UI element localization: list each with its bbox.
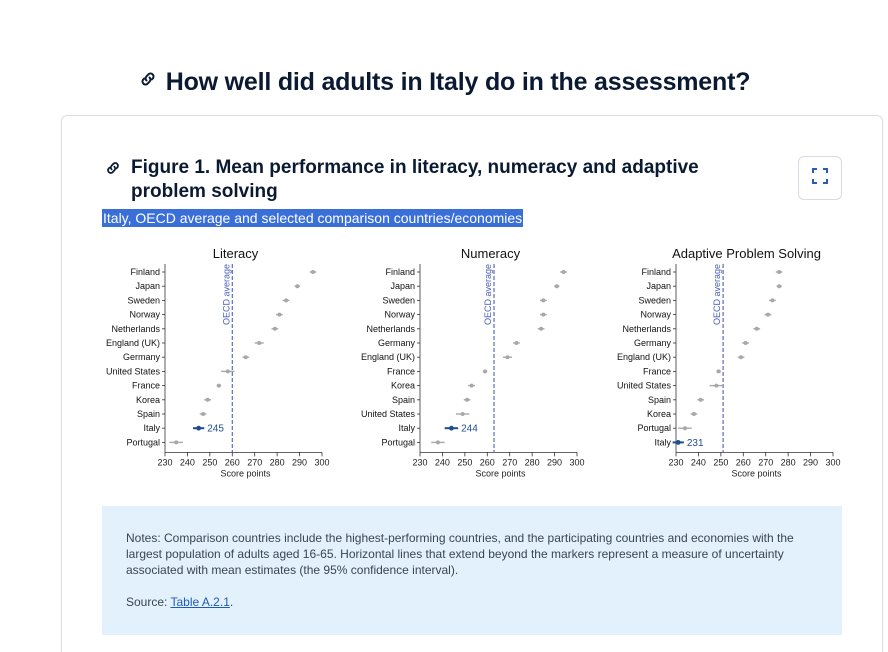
data-point (562, 270, 566, 274)
data-point (514, 341, 518, 345)
x-axis-label: Score points (475, 468, 526, 479)
highlight-point (196, 426, 201, 431)
data-point (714, 384, 718, 388)
charts-svg (92, 244, 852, 484)
category-label: Portugal (126, 437, 160, 448)
section-heading-text: How well did adults in Italy do in the assessment? (165, 68, 751, 96)
category-label: Sweden (638, 295, 671, 306)
oecd-average-label: OECD average (483, 264, 494, 326)
category-label: United States (105, 366, 160, 377)
source-line (126, 594, 818, 610)
x-tick-label: 280 (780, 457, 796, 468)
fullscreen-button[interactable] (798, 156, 842, 200)
data-point (461, 412, 465, 416)
category-label: Germany (633, 338, 671, 348)
x-tick-label: 290 (292, 457, 308, 468)
link-icon[interactable] (104, 159, 122, 184)
link-icon[interactable] (138, 67, 158, 96)
category-label: England (UK) (360, 352, 415, 363)
x-tick-label: 270 (247, 457, 263, 468)
section-heading (0, 68, 888, 97)
category-label: France (386, 366, 415, 377)
category-label: Spain (136, 409, 160, 419)
data-point (174, 440, 178, 444)
data-point (755, 327, 759, 331)
x-tick-label: 300 (825, 457, 841, 468)
category-label: Spain (391, 394, 415, 405)
highlight-value-label: 244 (461, 423, 478, 435)
data-point (717, 369, 721, 373)
data-point (273, 327, 277, 331)
data-point (201, 412, 205, 416)
category-label: France (131, 380, 160, 391)
category-label: Portugal (637, 423, 671, 434)
x-tick-label: 230 (668, 457, 684, 468)
x-tick-label: 290 (547, 457, 563, 468)
category-label: Netherlands (366, 323, 415, 334)
x-tick-label: 250 (202, 457, 218, 468)
chart-title: Adaptive Problem Solving (672, 246, 821, 261)
data-point (483, 369, 487, 373)
notes-box (102, 506, 842, 635)
source-link[interactable]: Table A.2.1 (170, 595, 230, 609)
x-tick-label: 230 (157, 457, 173, 468)
highlight-value-label: 245 (207, 423, 224, 435)
x-tick-label: 250 (457, 457, 473, 468)
data-point (470, 384, 474, 388)
category-label: Spain (647, 394, 671, 405)
data-point (505, 355, 509, 359)
data-point (541, 313, 545, 317)
x-tick-label: 280 (269, 457, 285, 468)
category-label: United States (360, 409, 415, 419)
category-label: France (642, 366, 671, 377)
data-point (699, 398, 703, 402)
x-tick-label: 240 (179, 457, 195, 468)
category-label: Norway (129, 309, 160, 320)
category-label: Netherlands (622, 323, 671, 334)
category-label: Finland (130, 267, 160, 277)
data-point (541, 298, 545, 302)
data-point (206, 398, 210, 402)
category-label: Sweden (382, 295, 415, 306)
x-tick-label: 300 (314, 457, 330, 468)
x-tick-label: 250 (713, 457, 729, 468)
category-label: England (UK) (616, 352, 671, 363)
x-tick-label: 260 (479, 457, 495, 468)
data-point (217, 384, 221, 388)
x-tick-label: 260 (224, 457, 240, 468)
data-point (277, 313, 281, 317)
category-label: England (UK) (105, 338, 160, 348)
oecd-average-label: OECD average (221, 264, 232, 326)
chart-title: Numeracy (460, 246, 521, 261)
data-point (295, 284, 299, 288)
category-label: Finland (385, 267, 415, 277)
x-tick-label: 240 (690, 457, 706, 468)
data-point (777, 270, 781, 274)
x-tick-label: 270 (502, 457, 518, 468)
data-point (770, 298, 774, 302)
expand-icon (811, 167, 829, 190)
data-point (744, 341, 748, 345)
notes-text: Notes: Comparison countries include the highest-performing countries, and the participating countries and economies with the largest population of adults aged 16-65. Horizontal lines that extend beyond the markers represent a measure of uncertainty associated with mean estimates (the 95% confidence interval). (126, 531, 794, 577)
category-label: Germany (377, 338, 415, 348)
category-label: Italy (398, 423, 415, 434)
oecd-average-label: OECD average (712, 264, 723, 326)
category-label: Netherlands (111, 323, 160, 334)
x-axis-label: Score points (731, 468, 782, 479)
figure-title (104, 156, 744, 204)
highlight-point (449, 426, 454, 431)
x-tick-label: 230 (412, 457, 428, 468)
x-tick-label: 290 (803, 457, 819, 468)
category-label: Finland (641, 267, 671, 277)
highlight-value-label: 231 (686, 437, 704, 449)
data-point (777, 284, 781, 288)
figure-card (61, 115, 883, 652)
data-point (555, 284, 559, 288)
category-label: Italy (143, 423, 160, 434)
previous-section-edge (0, 0, 888, 8)
category-label: Japan (390, 281, 415, 292)
data-point (683, 426, 687, 430)
x-tick-label: 300 (569, 457, 585, 468)
category-label: Norway (640, 309, 671, 320)
data-point (226, 369, 230, 373)
category-label: Korea (390, 380, 415, 391)
category-label: Sweden (127, 295, 160, 306)
category-label: Korea (646, 409, 671, 419)
figure-subtitle: Italy, OECD average and selected comparison countries/economies (103, 210, 523, 226)
data-point (766, 313, 770, 317)
source-suffix: . (229, 595, 234, 609)
category-label: Portugal (381, 437, 415, 448)
data-point (284, 298, 288, 302)
x-axis-label: Score points (220, 468, 271, 479)
category-label: Japan (646, 281, 671, 292)
data-point (257, 341, 261, 345)
category-label: Japan (135, 281, 160, 292)
charts-area (92, 244, 852, 484)
data-point (539, 327, 543, 331)
x-tick-label: 280 (524, 457, 540, 468)
category-label: Korea (135, 394, 160, 405)
x-tick-label: 270 (758, 457, 774, 468)
highlight-point (676, 440, 681, 445)
data-point (436, 440, 440, 444)
data-point (244, 355, 248, 359)
x-tick-label: 260 (735, 457, 751, 468)
data-point (692, 412, 696, 416)
category-label: Norway (384, 309, 415, 320)
data-point (739, 355, 743, 359)
category-label: United States (616, 380, 671, 391)
data-point (311, 270, 315, 274)
data-point (465, 398, 469, 402)
source-prefix: Source: (126, 595, 171, 609)
chart-title: Literacy (212, 246, 259, 261)
figure-title-text: Figure 1. Mean performance in literacy, numeracy and adaptive problem solving (131, 157, 699, 202)
category-label: Italy (654, 437, 671, 448)
category-label: Germany (122, 352, 160, 363)
x-tick-label: 240 (434, 457, 450, 468)
